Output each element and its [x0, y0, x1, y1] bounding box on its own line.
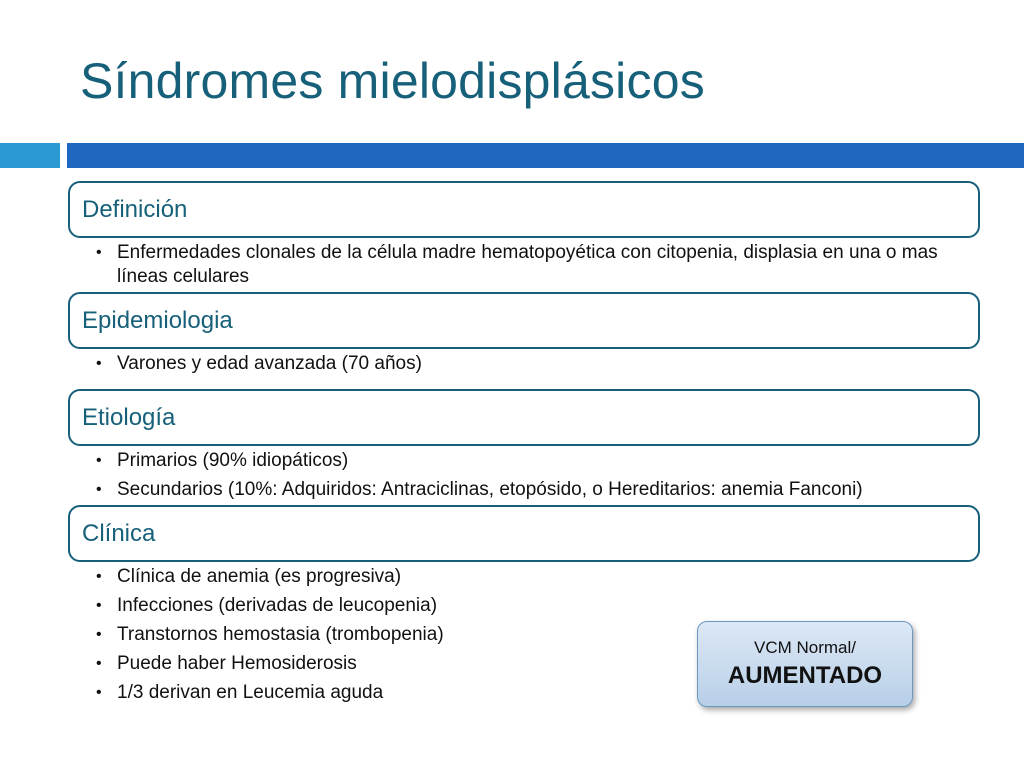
list-item: • Infecciones (derivadas de leucopenia) [96, 595, 438, 616]
bullet-icon: • [96, 481, 102, 498]
section-header-etiologia [68, 389, 980, 446]
list-item: • Clínica de anemia (es progresiva) [96, 566, 402, 587]
bullet-icon: • [96, 597, 102, 614]
bullet-icon: • [96, 684, 102, 701]
list-item: • Varones y edad avanzada (70 años) [96, 353, 422, 374]
bullet-icon: • [96, 355, 102, 372]
section-heading: Etiología [82, 403, 176, 431]
bullet-list-epidemiologia [96, 352, 976, 381]
callout-label: VCM Normal/ [753, 638, 856, 657]
bullet-icon: • [96, 568, 102, 585]
slide-title: Síndromes mielodisplásicos [80, 53, 705, 109]
list-item: • Enfermedades clonales de la célula madre hematopoyética con citopenia, displasia en una o mas líneas celulares [96, 242, 938, 287]
accent-bar-right [67, 143, 1024, 168]
bullet-list-definicion [96, 241, 976, 294]
bullet-icon: • [96, 452, 102, 469]
list-item: • Secundarios (10%: Adquiridos: Antraciclinas, etopósido, o Hereditarios: anemia Fanconi) [96, 479, 863, 500]
accent-bar-left [0, 143, 60, 168]
section-header-epidemiologia [68, 292, 980, 349]
bullet-icon: • [96, 244, 102, 261]
list-item: • Puede haber Hemosiderosis [96, 653, 357, 674]
list-item: • Primarios (90% idiopáticos) [96, 450, 349, 471]
bullet-icon: • [96, 626, 102, 643]
section-header-definicion [68, 181, 980, 238]
section-heading: Definición [82, 195, 188, 223]
bullet-icon: • [96, 655, 102, 672]
list-item: • Transtornos hemostasia (trombopenia) [96, 624, 444, 645]
section-heading: Epidemiologia [82, 306, 233, 334]
vcm-callout-box [697, 621, 913, 707]
bullet-list-etiologia [96, 449, 976, 507]
section-heading: Clínica [82, 519, 156, 547]
section-header-clinica [68, 505, 980, 562]
list-item: • 1/3 derivan en Leucemia aguda [96, 682, 384, 703]
callout-emphasis: AUMENTADO [727, 662, 883, 689]
